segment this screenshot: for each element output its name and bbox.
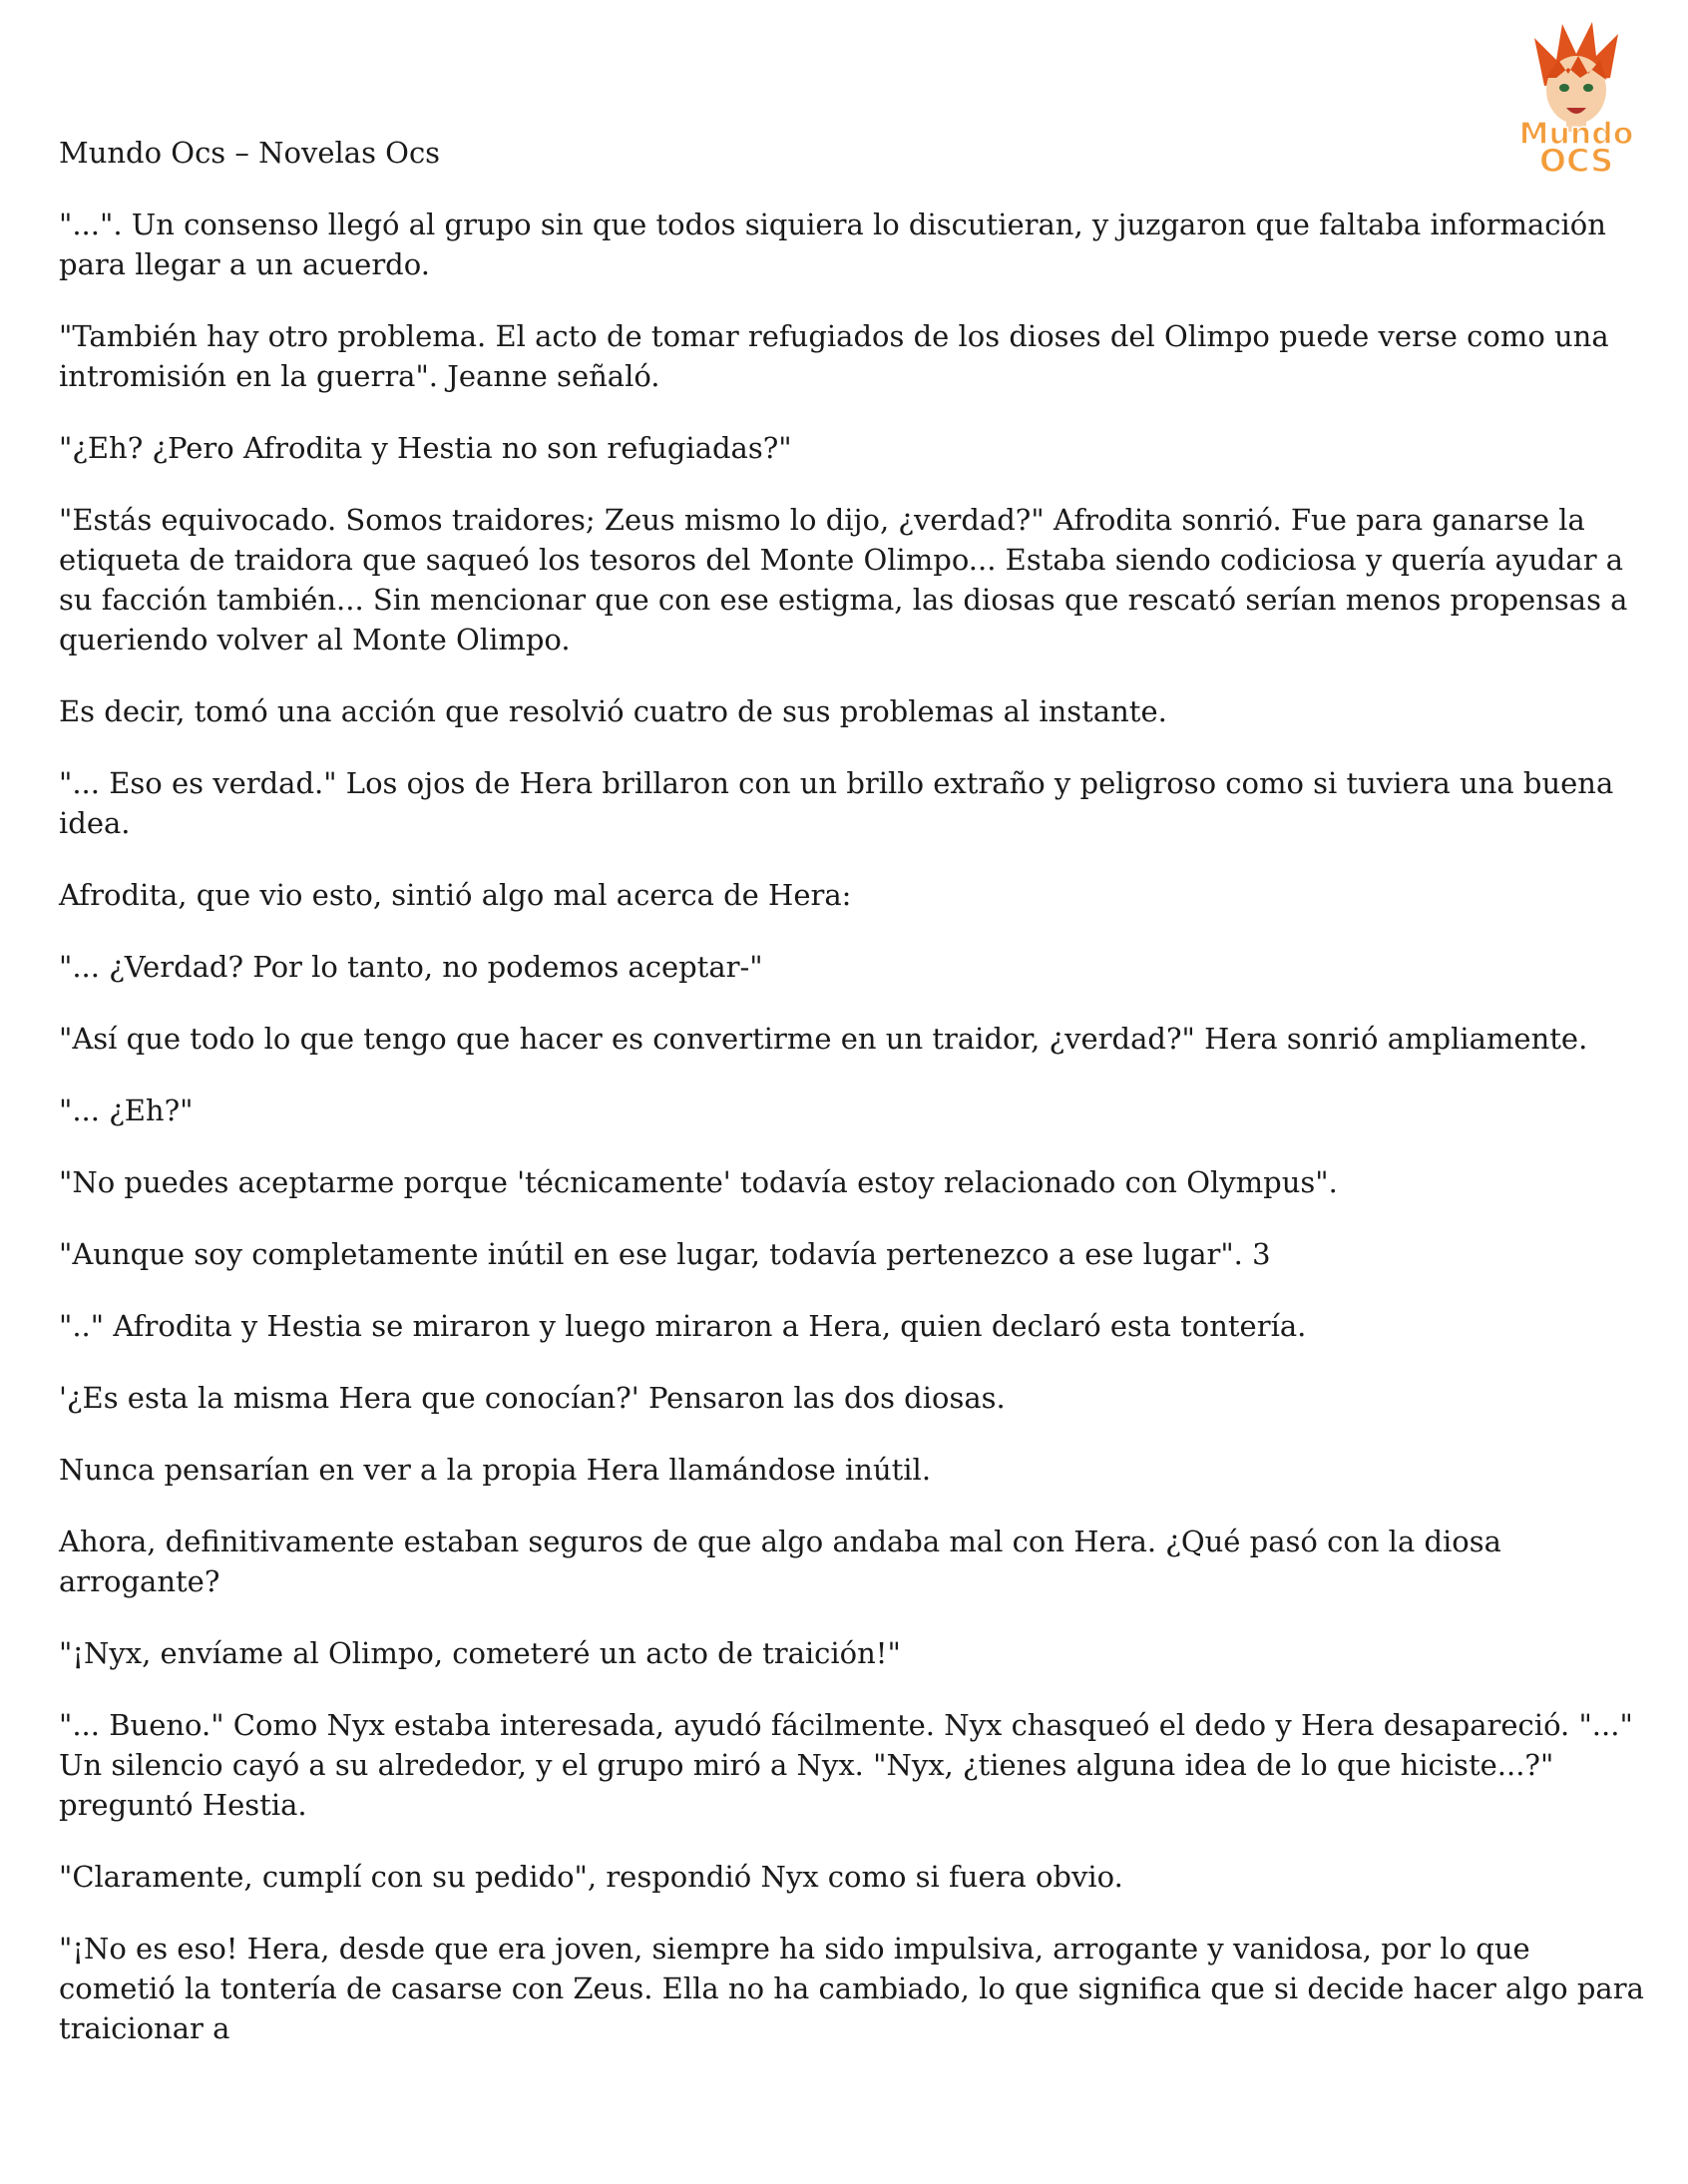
paragraph: "... Eso es verdad." Los ojos de Hera brillaron con un brillo extraño y peligroso como si tuviera una buena idea.	[59, 766, 1614, 840]
paragraph: ".." Afrodita y Hestia se miraron y luego miraron a Hera, quien declaró esta tontería.	[59, 1309, 1307, 1343]
paragraph: Es decir, tomó una acción que resolvió cuatro de sus problemas al instante.	[59, 694, 1167, 728]
paragraph: "...". Un consenso llegó al grupo sin que todos siquiera lo discutieran, y juzgaron que faltaba información para llegar a un acuerdo.	[59, 208, 1606, 281]
paragraph: '¿Es esta la misma Hera que conocían?' Pensaron las dos diosas.	[59, 1381, 1006, 1415]
paragraph: "Estás equivocado. Somos traidores; Zeus mismo lo dijo, ¿verdad?" Afrodita sonrió. Fue para ganarse la etiqueta de traidora que saqueó los tesoros del Monte Olimpo... Estaba siendo codiciosa y quería ayudar a su facción también... Sin mencionar que con ese estigma, las diosas que rescató serían menos propensas a queriendo volver al Monte Olimpo.	[59, 503, 1628, 656]
paragraph: "¿Eh? ¿Pero Afrodita y Hestia no son refugiadas?"	[59, 431, 792, 465]
paragraph: Afrodita, que vio esto, sintió algo mal acerca de Hera:	[59, 878, 852, 912]
paragraph: "Claramente, cumplí con su pedido", respondió Nyx como si fuera obvio.	[59, 1860, 1123, 1894]
paragraph: "... ¿Verdad? Por lo tanto, no podemos aceptar-"	[59, 950, 763, 984]
paragraph: "Así que todo lo que tengo que hacer es convertirme en un traidor, ¿verdad?" Hera sonrió ampliamente.	[59, 1022, 1588, 1056]
paragraph: "¡No es eso! Hera, desde que era joven, siempre ha sido impulsiva, arrogante y vanidosa, por lo que cometió la tontería de casarse con Zeus. Ella no ha cambiado, lo que significa que si decide hacer algo para traicionar a	[59, 1932, 1644, 2045]
paragraph: Ahora, definitivamente estaban seguros de que algo andaba mal con Hera. ¿Qué pasó con la diosa arrogante?	[59, 1525, 1501, 1598]
anime-character-logo-icon	[1496, 16, 1656, 176]
logo-text-bottom: OCS	[1538, 142, 1614, 176]
logo-text-top: Mundo	[1518, 117, 1634, 152]
paragraph: "No puedes aceptarme porque 'técnicamente' todavía estoy relacionado con Olympus".	[59, 1165, 1338, 1199]
paragraph: "Aunque soy completamente inútil en ese lugar, todavía pertenezco a ese lugar". 3	[59, 1237, 1271, 1271]
paragraph: "... ¿Eh?"	[59, 1093, 194, 1127]
paragraph: "... Bueno." Como Nyx estaba interesada, ayudó fácilmente. Nyx chasqueó el dedo y Hera desapareció. "..." Un silencio cayó a su alrededor, y el grupo miró a Nyx. "Nyx, ¿tienes alguna idea de lo que hiciste...?" preguntó Hestia.	[59, 1708, 1633, 1822]
paragraph: "¡Nyx, envíame al Olimpo, cometeré un acto de traición!"	[59, 1636, 901, 1670]
paragraph: Nunca pensarían en ver a la propia Hera llamándose inútil.	[59, 1453, 932, 1487]
document-body	[59, 205, 1645, 2080]
page-header: Mundo Ocs – Novelas Ocs	[59, 136, 441, 170]
paragraph: "También hay otro problema. El acto de tomar refugiados de los dioses del Olimpo puede verse como una intromisión en la guerra". Jeanne señaló.	[59, 319, 1609, 393]
